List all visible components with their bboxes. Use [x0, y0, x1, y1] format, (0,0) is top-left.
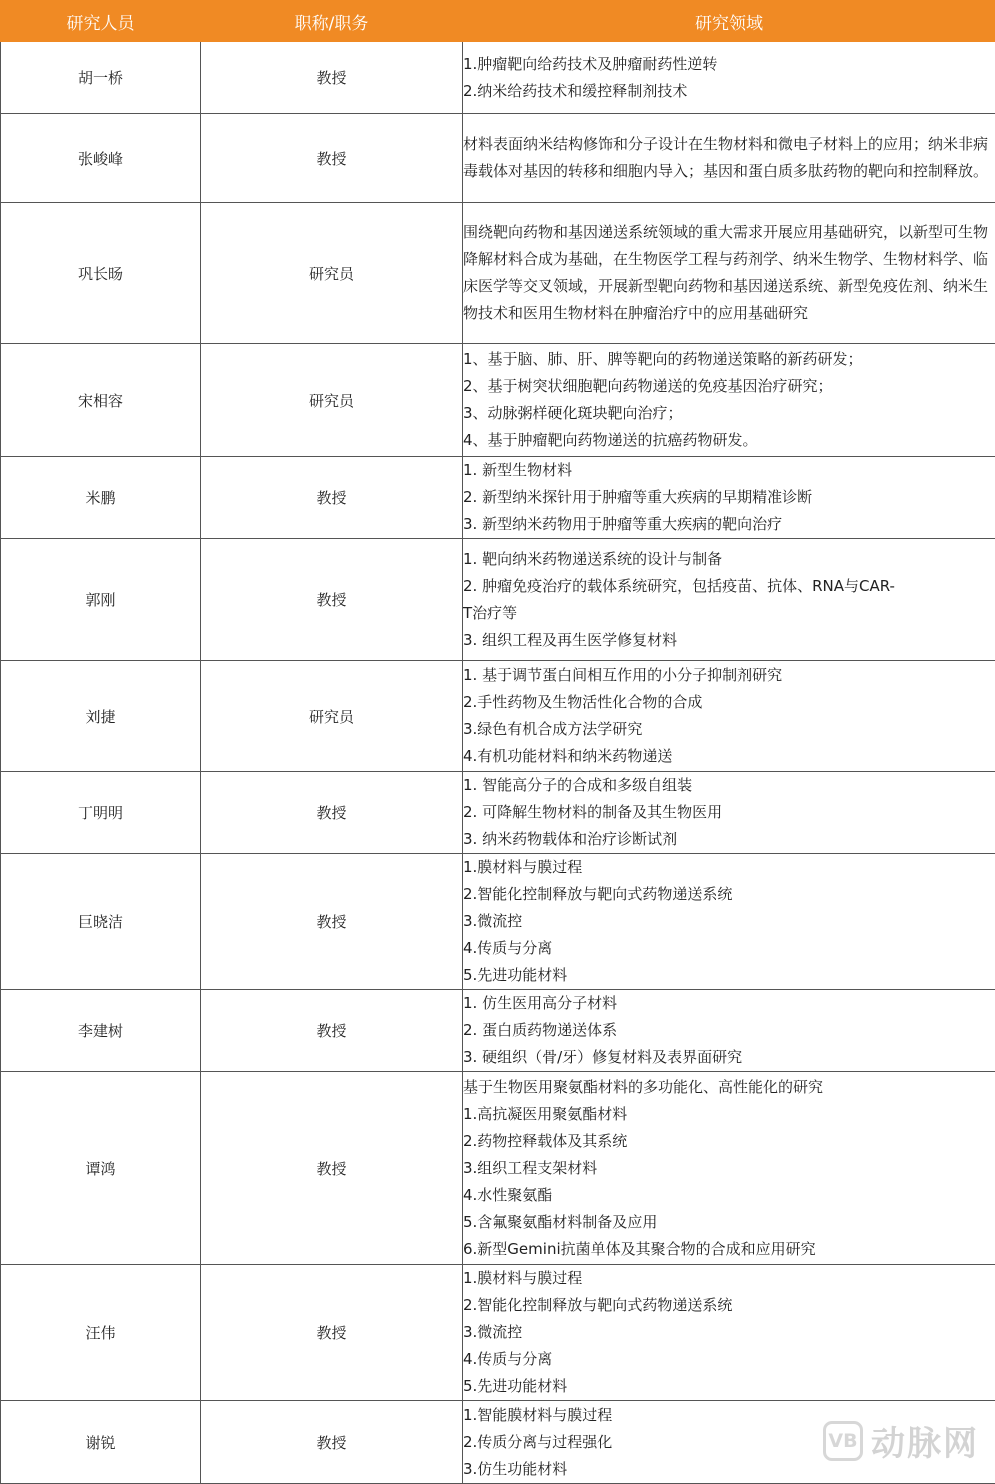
header-title: 职称/职务	[201, 1, 463, 42]
research-area	[463, 457, 995, 539]
area-line: 1、基于脑、肺、肝、脾等靶向的药物递送策略的新药研发；	[463, 346, 995, 373]
area-line: 1. 仿生医用高分子材料	[463, 990, 995, 1017]
researcher-title: 教授	[201, 457, 463, 539]
area-line: 6.新型Gemini抗菌单体及其聚合物的合成和应用研究	[463, 1236, 995, 1263]
area-line: 1.高抗凝医用聚氨酯材料	[463, 1101, 995, 1128]
area-line: 1. 新型生物材料	[463, 457, 995, 484]
researcher-title: 教授	[201, 1072, 463, 1265]
brand-watermark-text: 动脉网	[871, 1416, 979, 1465]
research-area	[463, 854, 995, 990]
table-row	[1, 42, 995, 114]
table-row	[1, 539, 995, 661]
table-row	[1, 1072, 995, 1265]
researcher-title: 研究员	[201, 661, 463, 772]
area-line: 3.微流控	[463, 908, 995, 935]
table-row	[1, 854, 995, 990]
researcher-name: 宋相容	[1, 344, 201, 457]
table-row	[1, 990, 995, 1072]
header-research-area: 研究领域	[463, 1, 995, 42]
research-area	[463, 1265, 995, 1401]
area-line: 2.纳米给药技术和缓控释制剂技术	[463, 78, 995, 105]
area-line: 3. 纳米药物载体和治疗诊断试剂	[463, 826, 995, 853]
area-line: 2. 新型纳米探针用于肿瘤等重大疾病的早期精准诊断	[463, 484, 995, 511]
research-area	[463, 661, 995, 772]
area-line: 2.智能化控制释放与靶向式药物递送系统	[463, 881, 995, 908]
table-row	[1, 203, 995, 344]
researcher-name: 李建树	[1, 990, 201, 1072]
area-line: 3. 硬组织（骨/牙）修复材料及表界面研究	[463, 1044, 995, 1071]
table-row	[1, 772, 995, 854]
researcher-name: 谢锐	[1, 1401, 201, 1484]
researcher-name: 巨晓洁	[1, 854, 201, 990]
area-line: 3、动脉粥样硬化斑块靶向治疗；	[463, 400, 995, 427]
area-line: 4.传质与分离	[463, 935, 995, 962]
researcher-name: 巩长旸	[1, 203, 201, 344]
area-line: 5.含氟聚氨酯材料制备及应用	[463, 1209, 995, 1236]
research-area	[463, 42, 995, 114]
area-line: 2. 肿瘤免疫治疗的载体系统研究，包括疫苗、抗体、RNA与CAR-	[463, 573, 995, 600]
area-line: 1. 基于调节蛋白间相互作用的小分子抑制剂研究	[463, 662, 995, 689]
area-line: 3. 组织工程及再生医学修复材料	[463, 627, 995, 654]
researcher-name: 胡一桥	[1, 42, 201, 114]
area-line: 2、基于树突状细胞靶向药物递送的免疫基因治疗研究；	[463, 373, 995, 400]
brand-logo-icon: VB	[823, 1421, 863, 1461]
area-line: 3.微流控	[463, 1319, 995, 1346]
area-line: 1. 靶向纳米药物递送系统的设计与制备	[463, 546, 995, 573]
area-line: 3. 新型纳米药物用于肿瘤等重大疾病的靶向治疗	[463, 511, 995, 538]
research-area	[463, 772, 995, 854]
research-area	[463, 539, 995, 661]
area-line: 3.仿生功能材料	[463, 1456, 995, 1483]
researcher-title: 教授	[201, 114, 463, 203]
research-area	[463, 990, 995, 1072]
area-line: 2.药物控释载体及其系统	[463, 1128, 995, 1155]
researcher-title: 教授	[201, 854, 463, 990]
area-line: T治疗等	[463, 600, 995, 627]
table-body	[1, 42, 995, 1484]
researcher-title: 教授	[201, 539, 463, 661]
watermark	[823, 1416, 979, 1465]
research-area	[463, 114, 995, 203]
area-line: 4.传质与分离	[463, 1346, 995, 1373]
table-row	[1, 457, 995, 539]
researcher-title: 教授	[201, 1401, 463, 1484]
area-line: 2. 可降解生物材料的制备及其生物医用	[463, 799, 995, 826]
researcher-name: 谭鸿	[1, 1072, 201, 1265]
researcher-title: 教授	[201, 990, 463, 1072]
area-line: 2.手性药物及生物活性化合物的合成	[463, 689, 995, 716]
area-line: 1.膜材料与膜过程	[463, 854, 995, 881]
researcher-title: 研究员	[201, 203, 463, 344]
area-line: 3.绿色有机合成方法学研究	[463, 716, 995, 743]
researcher-name: 米鹏	[1, 457, 201, 539]
table-header-row	[1, 1, 995, 42]
area-line: 5.先进功能材料	[463, 1373, 995, 1400]
area-line: 2.智能化控制释放与靶向式药物递送系统	[463, 1292, 995, 1319]
area-line: 1.智能膜材料与膜过程	[463, 1402, 995, 1429]
research-area	[463, 344, 995, 457]
area-line: 3.组织工程支架材料	[463, 1155, 995, 1182]
area-line: 1.膜材料与膜过程	[463, 1265, 995, 1292]
area-line: 5.先进功能材料	[463, 962, 995, 989]
table-row	[1, 661, 995, 772]
researcher-name: 丁明明	[1, 772, 201, 854]
researcher-title: 研究员	[201, 344, 463, 457]
area-line: 4、基于肿瘤靶向药物递送的抗癌药物研发。	[463, 427, 995, 454]
area-line: 基于生物医用聚氨酯材料的多功能化、高性能化的研究	[463, 1074, 995, 1101]
area-line: 4.水性聚氨酯	[463, 1182, 995, 1209]
table-row	[1, 114, 995, 203]
area-line: 1.肿瘤靶向给药技术及肿瘤耐药性逆转	[463, 51, 995, 78]
researcher-title: 教授	[201, 1265, 463, 1401]
research-area	[463, 203, 995, 344]
researcher-name: 郭刚	[1, 539, 201, 661]
area-line: 1. 智能高分子的合成和多级自组装	[463, 772, 995, 799]
table-row	[1, 1265, 995, 1401]
researcher-name: 刘捷	[1, 661, 201, 772]
area-paragraph: 材料表面纳米结构修饰和分子设计在生物材料和微电子材料上的应用；纳米非病毒载体对基因的转移和细胞内导入；基因和蛋白质多肽药物的靶向和控制释放。	[463, 131, 995, 185]
table-row	[1, 344, 995, 457]
area-line: 2. 蛋白质药物递送体系	[463, 1017, 995, 1044]
area-line: 2.传质分离与过程强化	[463, 1429, 995, 1456]
researcher-title: 教授	[201, 772, 463, 854]
area-paragraph: 围绕靶向药物和基因递送系统领域的重大需求开展应用基础研究，以新型可生物降解材料合成为基础，在生物医学工程与药剂学、纳米生物学、生物材料学、临床医学等交叉领域，开展新型靶向药物和基因递送系统、新型免疫佐剂、纳米生物技术和医用生物材料在肿瘤治疗中的应用基础研究	[463, 219, 995, 327]
researcher-title: 教授	[201, 42, 463, 114]
researcher-name: 张峻峰	[1, 114, 201, 203]
area-line: 4.有机功能材料和纳米药物递送	[463, 743, 995, 770]
researcher-name: 汪伟	[1, 1265, 201, 1401]
header-researcher: 研究人员	[1, 1, 201, 42]
research-area	[463, 1072, 995, 1265]
